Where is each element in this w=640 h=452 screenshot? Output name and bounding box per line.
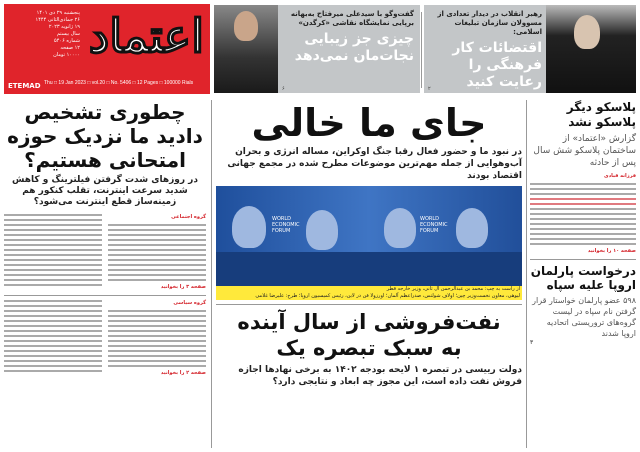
divider [421,12,422,88]
price: ۱۰۰۰۰ تومان [53,52,80,58]
left-headline: چطوری تشخیص دادید ما نزدیک حوزه امتحانی هستیم؟ [7,100,203,172]
byline: گروه سیاسی [173,300,206,306]
oil-story[interactable] [216,309,522,388]
banner-kicker: رهبر انقلاب در دیدار تعدادی از مسوولان سازمان تبلیغات اسلامی: [437,10,542,36]
left-deck: در روزهای شدت گرفتن فیلترینگ و کاهش شدید سرعت اینترنت، تقلب کنکور هم زمینه‌ساز قطع اینترنت می‌شود؟ [12,175,198,207]
continue-link[interactable]: صفحه ۱۰ را بخوانید [587,248,636,254]
masthead [4,4,210,94]
date-gregorian: ۱۹ ژانویه ۲۰۲۳ [48,24,80,30]
volume: سال بیستم [56,31,80,37]
left-body [2,214,208,291]
divider [526,100,527,448]
main-column [216,100,522,388]
main-photo [216,186,522,286]
byline: گروه اجتماعی [171,214,206,220]
leader-photo [546,5,636,93]
divider [4,295,206,296]
date-hijri: ۲۶ جمادی‌الثانی ۱۴۴۴ [35,17,80,23]
banner-story-art[interactable] [214,5,420,93]
continue-link[interactable]: صفحه ۳ را بخوانید [160,284,206,290]
main-headline: جای ما خالی [251,101,487,145]
divider [216,304,522,305]
divider [211,100,212,448]
left-story[interactable] [2,100,208,208]
photo-caption: از راست به چپ: محمد بن عبدالرحمن آل ثانی، وزیر خارجه قطر [216,286,522,293]
byline: فرزانه قبادی [604,173,636,179]
right-column [530,100,636,347]
left-body-2 [2,300,208,377]
page-ref: ۳ [530,339,534,346]
banner-headline: اقتضائات کار فرهنگی را رعایت کنید [452,40,542,90]
latin-title: ETEMAD [8,82,41,90]
date-persian: پنجشنبه ۲۹ دی ۱۴۰۱ [36,10,80,16]
page-ref: ۶ [282,86,285,92]
left-column [2,100,208,377]
europe-deck: ۵۹۸ عضو پارلمان خواستار قرار گرفتن نام سپاه در لیست گروه‌های تروریستی اتحادیه اروپا شدند [532,296,636,338]
continue-link[interactable]: صفحه ۲ را بخوانید [160,370,206,376]
europe-headline: درخواست پارلمان اروپا علیه سپاه [530,264,636,292]
page-count: ۱۲ صفحه [60,45,80,51]
oil-headline: به سبک تبصره یک [276,336,462,360]
banner-kicker: گفت‌وگو با سیدعلی میرفتاح به‌بهانه برپایی نمایشگاه نقاشی «کرگدن» [290,10,414,27]
page-ref: ۲ [428,86,431,92]
portrait-photo [214,5,278,93]
main-story[interactable] [216,100,522,182]
issue-info [10,10,80,59]
banner-story-leader[interactable] [424,5,636,93]
issue-line: Thu □ 19 Jan 2023 □ vol.20 □ No. 5406 □ 12 Pages □ 100000 Rials [44,80,194,86]
main-deck: در نبود ما و حضور فعال رقبا جنگ اوکراین، مساله انرژی و بحران آب‌وهوایی از جمله مهم‌ترین موضوعات مطرح شده در مجمع جهانی اقتصاد بودند [227,147,522,181]
issue-number: شماره ۵۴۰۶ [54,38,80,44]
forum-logo-text: WORLD ECONOMIC FORUM [420,216,448,234]
oil-headline: نفت‌فروشی از سال آینده [237,310,501,334]
divider [530,259,636,260]
oil-deck: دولت رییسی در تبصره ۱ لایحه بودجه ۱۴۰۲ به برخی نهادها اجازه فروش نفت داده است، این مجوز چه ابعاد و نتایجی دارد؟ [238,365,522,387]
forum-logo-text: WORLD ECONOMIC FORUM [272,216,300,234]
europe-story[interactable] [530,264,636,347]
plasco-story[interactable] [530,100,636,255]
banner-headline: چیزی جز زیبایی نجات‌مان نمی‌دهد [294,31,414,64]
newspaper-logo: اعتماد [88,9,204,63]
photo-caption: لیوهی، معاون نخست‌وزیر چین؛ اولاف شولتس، صدراعظم آلمان؛ اورزولا فن در لاین، رئیس کمیسیون اروپا؛ طرح: علیرضا غلامی [216,293,522,300]
plasco-deck: گزارش «اعتماد» از ساختمان پلاسکو شش سال پس از حادثه [533,134,636,168]
plasco-headline: پلاسکو دیگر پلاسکو نشد [566,100,636,129]
